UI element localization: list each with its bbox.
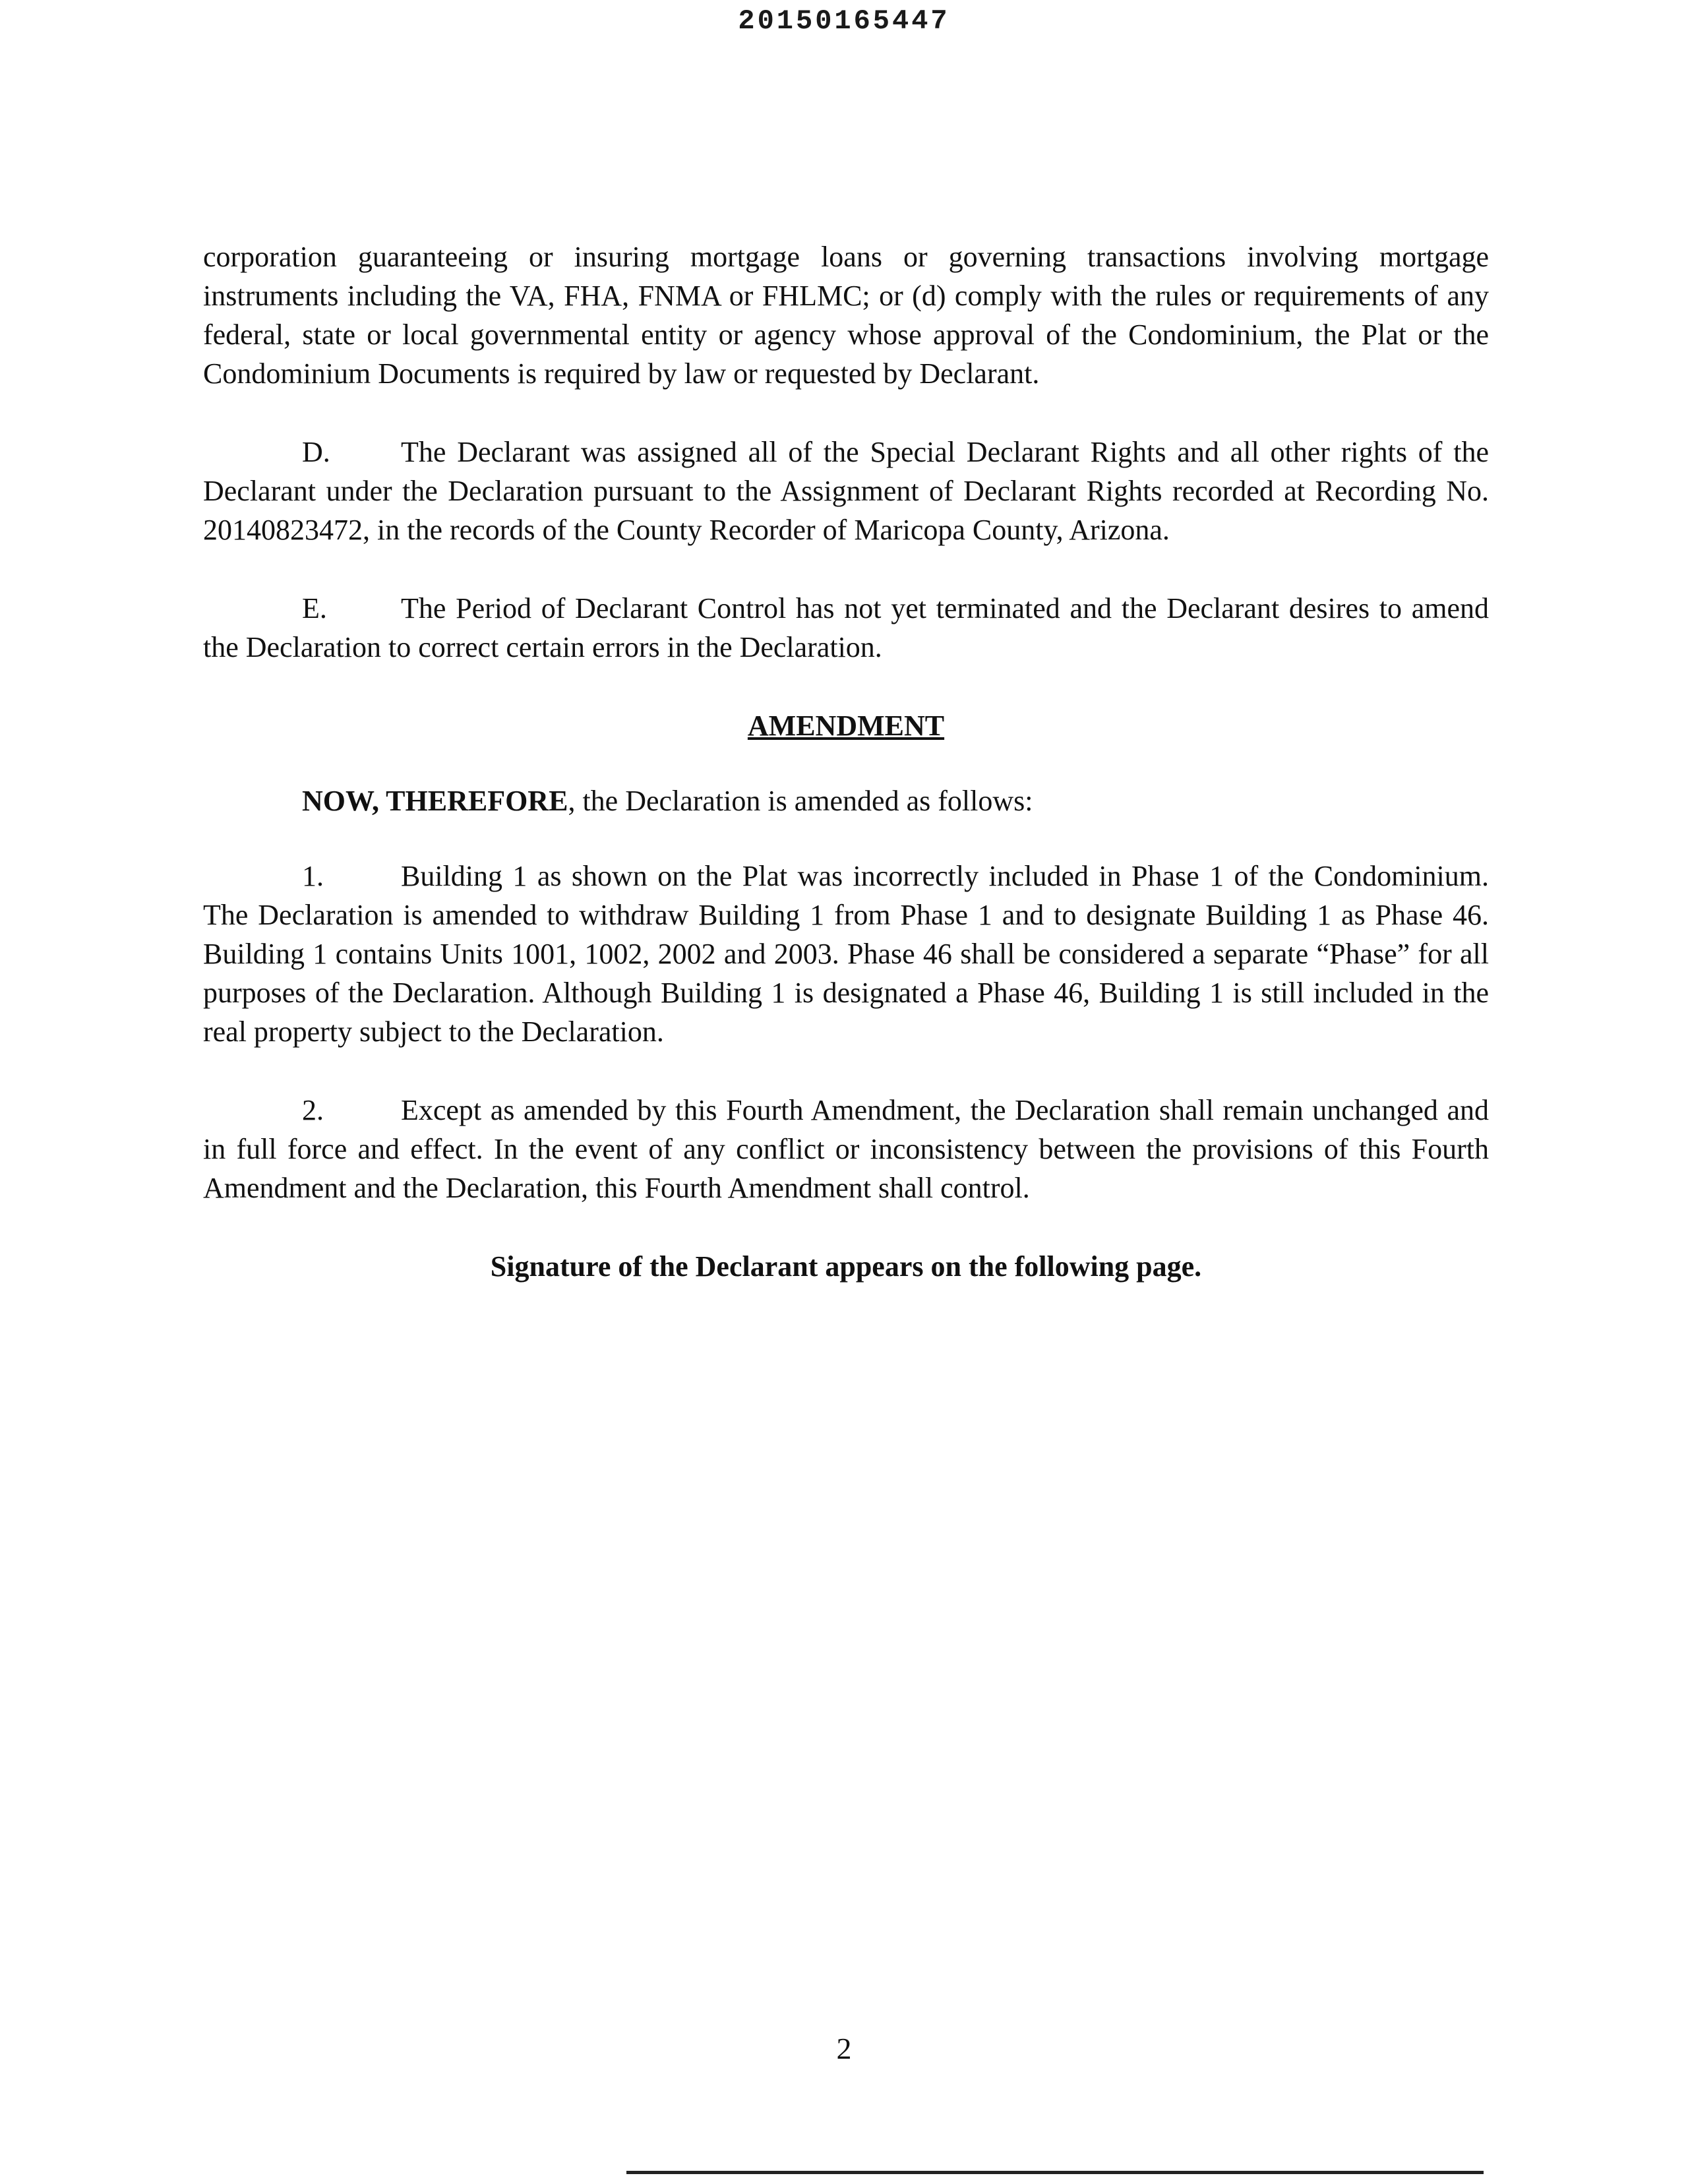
now-therefore-bold: NOW, THEREFORE — [302, 785, 568, 817]
amendment-item-1 — [203, 857, 1489, 1051]
document-body — [203, 237, 1489, 1286]
amendment-item-2 — [203, 1091, 1489, 1207]
continuation-paragraph: corporation guaranteeing or insuring mortgage loans or governing transactions involving mortgage instruments including the VA, FHA, FNMA or FHLMC; or (d) comply with the rules or requirements of any federal, state or local governmental entity or agency whose approval of the Condominium, the Plat or the Condominium Documents is required by law or requested by Declarant. — [203, 241, 1489, 390]
now-therefore-rest: , the Declaration is amended as follows: — [568, 785, 1033, 817]
recital-d-text: The Declarant was assigned all of the Special Declarant Rights and all other rights of the Declarant under the Declaration pursuant to the Assignment of Declarant Rights recorded at Recording No. 20140823472, in the records of the County Recorder of Maricopa County, Arizona. — [203, 436, 1489, 546]
item-2-text: Except as amended by this Fourth Amendment, the Declaration shall remain unchanged and in full force and effect. In the event of any conflict or inconsistency between the provisions of this Fourth Amendment and the Declaration, this Fourth Amendment shall control. — [203, 1094, 1489, 1204]
recital-e — [203, 589, 1489, 667]
item-1-text: Building 1 as shown on the Plat was incorrectly included in Phase 1 of the Condominium. The Declaration is amended to withdraw Building 1 from Phase 1 and to designate Building 1 as Phase 46. Building 1 contains Units 1001, 1002, 2002 and 2003. Phase 46 shall be considered a separate “Phase” for all purposes of the Declaration. Although Building 1 is designated a Phase 46, Building 1 is still included in the real property subject to the Declaration. — [203, 860, 1489, 1048]
recital-e-text: The Period of Declarant Control has not yet terminated and the Declarant desires to amend the Declaration to correct certain errors in the Declaration. — [203, 592, 1489, 663]
recital-d-label: D. — [302, 436, 330, 468]
item-2-label: 2. — [302, 1094, 324, 1126]
now-therefore-line — [203, 781, 1489, 820]
page-number: 2 — [836, 2032, 852, 2065]
bottom-rule — [626, 2171, 1484, 2174]
recital-d — [203, 433, 1489, 549]
recital-e-label: E. — [302, 592, 327, 624]
amendment-heading: AMENDMENT — [747, 710, 945, 742]
recording-number: 20150165447 — [738, 5, 950, 37]
signature-note: Signature of the Declarant appears on the following page. — [490, 1250, 1202, 1283]
item-1-label: 1. — [302, 860, 324, 892]
